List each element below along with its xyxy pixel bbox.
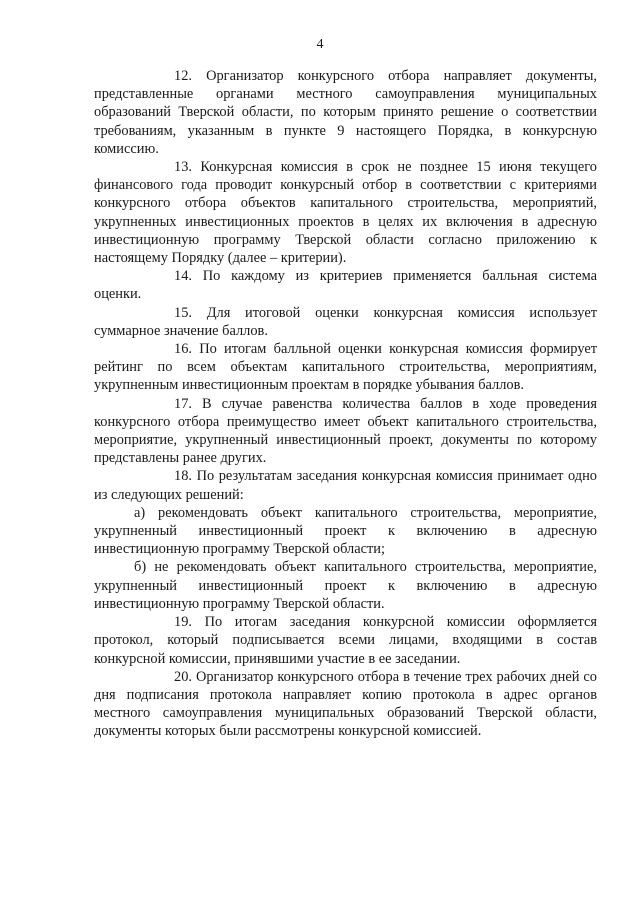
page-number: 4 [316,37,324,52]
paragraph-18-b [94,558,597,613]
paragraph-19 [94,613,597,668]
paragraph-12 [94,67,597,158]
paragraph-16 [94,340,597,395]
paragraph-18 [94,467,597,503]
paragraph-20 [94,668,597,741]
paragraph-text: б) не рекомендовать объект капитального строительства, мероприятие, укрупненный инвестиционный проект к включению в адресную инвестиционную программу Тверской области. [94,559,597,612]
paragraph-18-a [94,504,597,559]
paragraph-text: Конкурсная комиссия в срок не позднее 15 июня текущего финансового года проводит конкурсный отбор в соответствии с критериями конкурсного отбора объектов капитального строительства, мероприятий, укрупненных инвестиционных проектов в целях их включения в адресную инвестиционную программу Тверской области согласно приложению к настоящему Порядку (далее – критерии). [94,159,597,267]
paragraph-number: 17. [174,395,192,412]
paragraph-text: а) рекомендовать объект капитального строительства, мероприятие, укрупненный инвестиционный проект к включению в адресную инвестиционную программу Тверской области; [94,504,597,558]
paragraph-number: 13. [174,159,192,176]
paragraph-number: 16. [174,341,192,358]
paragraph-number: 14. [174,268,192,285]
paragraph-number: 19. [174,614,192,631]
paragraph-number: 15. [174,304,192,321]
paragraph-text: По каждому из критериев применяется балльная система оценки. [94,268,597,303]
paragraph-number: 18. [174,468,192,485]
paragraph-text: Организатор конкурсного отбора в течение трех рабочих дней со дня подписания протокола направляет копию протокола в адрес органов местного самоуправления муниципальных образований Тверской области, документы которых были рассмотрены конкурсной комиссией. [94,668,597,740]
paragraph-14 [94,267,597,303]
paragraph-15 [94,304,597,340]
paragraph-text: Для итоговой оценки конкурсная комиссия использует суммарное значение баллов. [94,304,597,339]
paragraph-text: По итогам заседания конкурсной комиссии оформляется протокол, который подписывается всеми лицами, входящими в состав конкурсной комиссии, принявшими участие в ее заседании. [94,614,597,667]
paragraph-text: В случае равенства количества баллов в ходе проведения конкурсного отбора преимущество имеет объект капитального строительства, мероприятие, укрупненный инвестиционный проект, документы по которому представлены ранее других. [94,395,597,467]
paragraph-text: Организатор конкурсного отбора направляет документы, представленные органами местного самоуправления муниципальных образований Тверской области, по которым принято решение о соответствии требованиям, указанным в пункте 9 настоящего Порядка, в конкурсную комиссию. [94,68,597,157]
paragraph-17 [94,395,597,468]
paragraph-13 [94,158,597,267]
paragraph-text: По результатам заседания конкурсная комиссия принимает одно из следующих решений: [94,468,597,503]
paragraph-number: 20. [174,668,192,685]
document-body [94,67,597,741]
paragraph-text: По итогам балльной оценки конкурсная комиссия формирует рейтинг по всем объектам капитального строительства, мероприятиям, укрупненным инвестиционным проектам в порядке убывания баллов. [94,341,597,394]
paragraph-number: 12. [174,68,192,84]
